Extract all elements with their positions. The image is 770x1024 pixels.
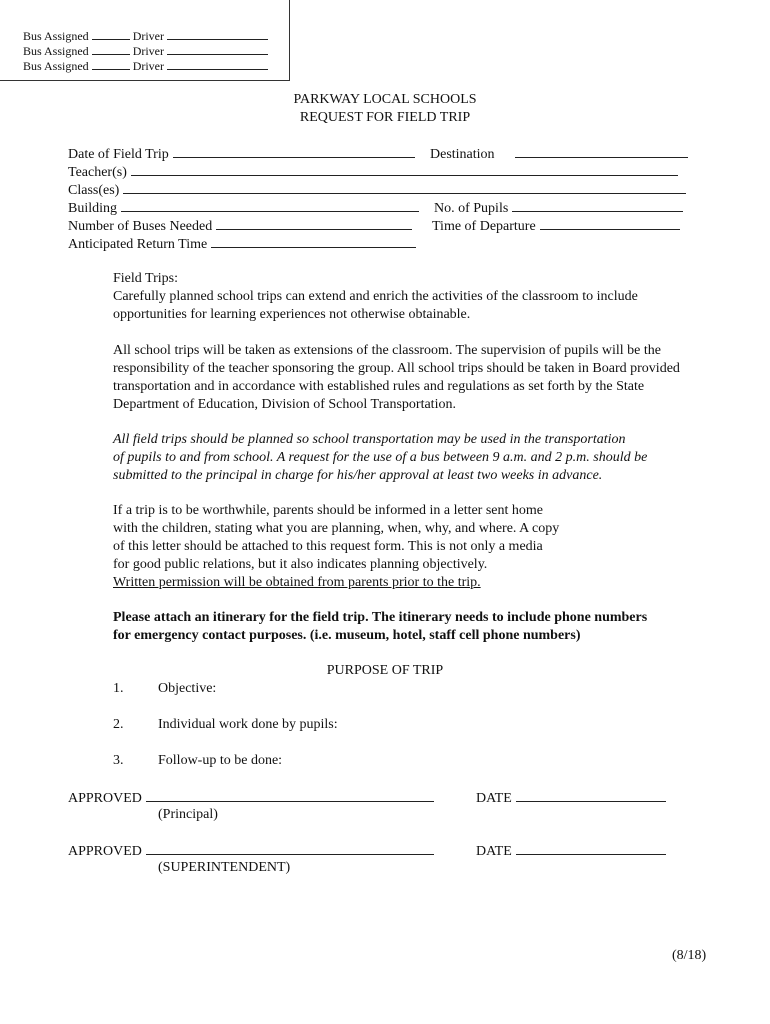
paragraph-line: of pupils to and from school. A request for the use of a bus between 9 a.m. and 2 p.m. should be: [113, 450, 648, 465]
superintendent-date-row: [476, 841, 666, 861]
superintendent-approval-row: [68, 841, 434, 861]
driver-label: Driver: [132, 59, 165, 73]
superintendent-signature-field[interactable]: [146, 841, 434, 855]
principal-date-field[interactable]: [516, 788, 666, 802]
paragraph-line: All school trips will be taken as extensions of the classroom. The supervision of pupils will be the: [113, 343, 661, 358]
field-trips-section: [113, 270, 738, 324]
teachers-label: Teacher(s): [68, 165, 127, 180]
purpose-of-trip-heading: PURPOSE OF TRIP: [326, 663, 444, 678]
destination-label: Destination: [430, 147, 495, 162]
purpose-item: [113, 716, 338, 734]
field-trips-heading: Field Trips:: [113, 271, 178, 286]
purpose-item: [113, 752, 282, 770]
driver-name-field[interactable]: [167, 43, 268, 55]
purpose-item-label: Objective:: [158, 681, 217, 696]
principal-approval-row: [68, 788, 434, 808]
paragraph-line: for emergency contact purposes. (i.e. museum, hotel, staff cell phone numbers): [113, 628, 581, 643]
driver-label: Driver: [132, 44, 165, 58]
organization-heading: PARKWAY LOCAL SCHOOLS: [293, 92, 477, 107]
written-permission-line: Written permission will be obtained from parents prior to the trip.: [113, 575, 481, 590]
purpose-item: [113, 680, 216, 698]
superintendent-role-label: (SUPERINTENDENT): [158, 860, 291, 875]
principal-date-row: [476, 788, 666, 808]
bus-assigned-label: Bus Assigned: [23, 59, 89, 73]
return-time-field[interactable]: [211, 234, 416, 248]
paragraph-line: opportunities for learning experiences not otherwise obtainable.: [113, 307, 471, 322]
buses-needed-label: Number of Buses Needed: [68, 219, 213, 234]
classes-row: [68, 180, 686, 200]
buses-needed-field[interactable]: [216, 216, 412, 230]
bus-assignment-row: [23, 43, 268, 59]
date-label: DATE: [476, 791, 512, 806]
form-title: REQUEST FOR FIELD TRIP: [299, 110, 471, 125]
superintendent-date-field[interactable]: [516, 841, 666, 855]
principal-role-label: (Principal): [158, 807, 218, 822]
purpose-item-number: 2.: [113, 717, 124, 732]
date-of-field-trip-field[interactable]: [173, 144, 415, 158]
paragraph-line: with the children, stating what you are planning, when, why, and where. A copy: [113, 521, 560, 536]
paragraph-line: All field trips should be planned so school transportation may be used in the transportation: [113, 432, 626, 447]
classes-label: Class(es): [68, 183, 120, 198]
driver-name-field[interactable]: [167, 58, 268, 70]
bus-assigned-label: Bus Assigned: [23, 29, 89, 43]
bus-number-field[interactable]: [92, 43, 130, 55]
time-of-departure-row: [432, 216, 680, 236]
bus-assignment-box: [0, 0, 290, 81]
bus-assigned-label: Bus Assigned: [23, 44, 89, 58]
date-of-field-trip-label: Date of Field Trip: [68, 147, 169, 162]
supervision-paragraph: [113, 342, 738, 414]
building-label: Building: [68, 201, 118, 216]
time-of-departure-field[interactable]: [540, 216, 680, 230]
parent-letter-paragraph: [113, 502, 738, 592]
bus-request-paragraph: [113, 431, 738, 485]
principal-signature-field[interactable]: [146, 788, 434, 802]
classes-field[interactable]: [123, 180, 686, 194]
approved-label: APPROVED: [68, 791, 142, 806]
purpose-item-number: 1.: [113, 681, 124, 696]
paragraph-line: submitted to the principal in charge for his/her approval at least two weeks in advance.: [113, 468, 603, 483]
purpose-item-label: Individual work done by pupils:: [158, 717, 338, 732]
buses-needed-row: [68, 216, 412, 236]
bus-assignment-row: [23, 28, 268, 44]
destination-field[interactable]: [515, 144, 688, 158]
bus-number-field[interactable]: [92, 58, 130, 70]
paragraph-line: Carefully planned school trips can extend and enrich the activities of the classroom to include: [113, 289, 638, 304]
time-of-departure-label: Time of Departure: [432, 219, 536, 234]
number-of-pupils-label: No. of Pupils: [434, 201, 509, 216]
return-time-label: Anticipated Return Time: [68, 237, 208, 252]
paragraph-line: responsibility of the teacher sponsoring the group. All school trips should be taken in Board provided: [113, 361, 680, 376]
driver-name-field[interactable]: [167, 28, 268, 40]
paragraph-line: for good public relations, but it also indicates planning objectively.: [113, 557, 488, 572]
paragraph-line: transportation and in accordance with established rules and regulations as set forth by the State: [113, 379, 645, 394]
purpose-item-number: 3.: [113, 753, 124, 768]
date-of-field-trip-row: [68, 144, 415, 164]
bus-number-field[interactable]: [92, 28, 130, 40]
destination-row: [430, 144, 688, 164]
purpose-item-label: Follow-up to be done:: [158, 753, 283, 768]
return-time-row: [68, 234, 416, 254]
paragraph-line: Please attach an itinerary for the field trip. The itinerary needs to include phone numbers: [113, 610, 648, 625]
bus-assignment-row: [23, 58, 268, 74]
number-of-pupils-field[interactable]: [512, 198, 683, 212]
teachers-field[interactable]: [131, 162, 678, 176]
date-label: DATE: [476, 844, 512, 859]
driver-label: Driver: [132, 29, 165, 43]
number-of-pupils-row: [434, 198, 683, 218]
building-row: [68, 198, 419, 218]
approved-label: APPROVED: [68, 844, 142, 859]
paragraph-line: Department of Education, Division of School Transportation.: [113, 397, 456, 412]
revision-date: (8/18): [672, 948, 707, 963]
paragraph-line: of this letter should be attached to this request form. This is not only a media: [113, 539, 543, 554]
paragraph-line: If a trip is to be worthwhile, parents should be informed in a letter sent home: [113, 503, 544, 518]
itinerary-paragraph: [113, 609, 738, 645]
building-field[interactable]: [121, 198, 419, 212]
teachers-row: [68, 162, 678, 182]
